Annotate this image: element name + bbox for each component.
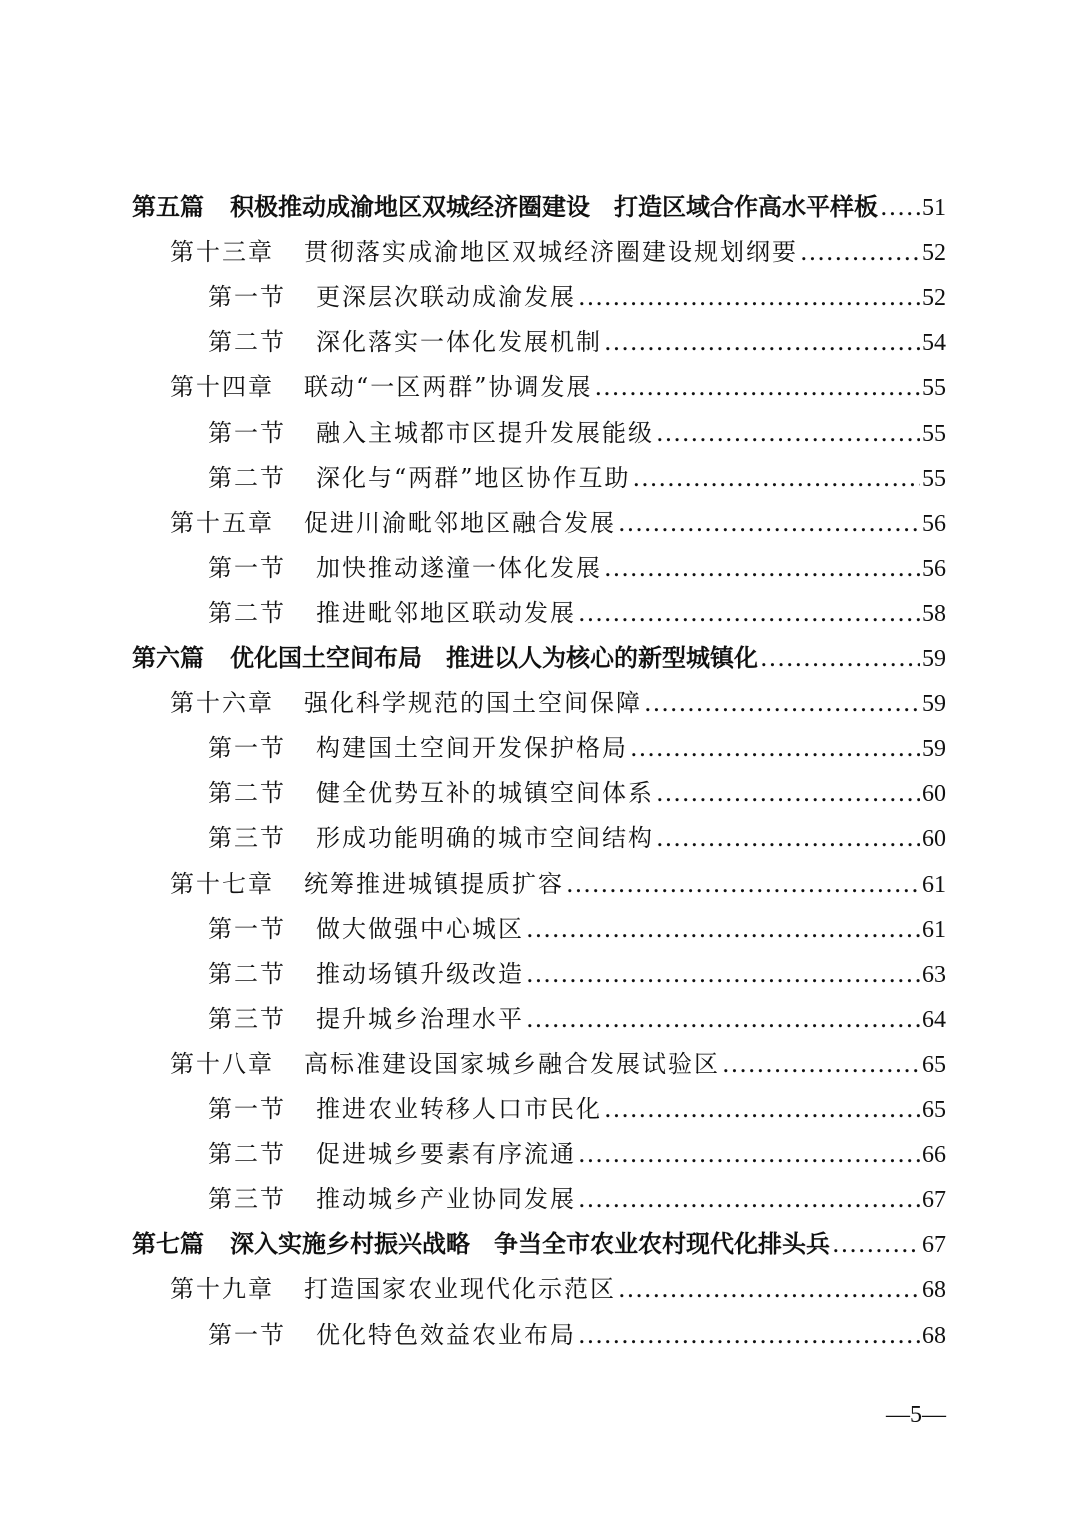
toc-entry-page-number: 55: [922, 421, 946, 447]
toc-entry-title: 推动城乡产业协同发展: [316, 1185, 576, 1213]
dot-leader: [644, 686, 920, 720]
toc-entry-label: 第十四章: [170, 373, 274, 401]
toc-entry-title: 贯彻落实成渝地区双城经济圈建设规划纲要: [304, 238, 798, 266]
toc-entry-page-number: 52: [922, 285, 946, 311]
toc-entry-title: 形成功能明确的城市空间结构: [316, 824, 654, 852]
toc-section-entry[interactable]: [208, 551, 946, 585]
toc-section-entry[interactable]: [208, 1182, 946, 1216]
toc-section-entry[interactable]: [208, 1002, 946, 1036]
dot-leader: [832, 1227, 920, 1261]
toc-entry-label: 第三节: [208, 1005, 286, 1033]
toc-entry-label: 第三节: [208, 824, 286, 852]
toc-entry-label: 第二节: [208, 328, 286, 356]
toc-entry-title: 促进川渝毗邻地区融合发展: [304, 509, 616, 537]
toc-entry-page-number: 55: [922, 466, 946, 492]
toc-section-entry[interactable]: [208, 1092, 946, 1126]
toc-entry-title: 融入主城都市区提升发展能级: [316, 419, 654, 447]
toc-entry-page-number: 60: [922, 781, 946, 807]
dot-leader: [578, 596, 920, 630]
toc-entry-page-number: 68: [922, 1277, 946, 1303]
toc-entry-title: 促进城乡要素有序流通: [316, 1140, 576, 1168]
toc-entry-label: 第二节: [208, 1140, 286, 1168]
toc-entry-title: 深化与“两群”地区协作互助: [316, 464, 631, 492]
toc-chapter-entry[interactable]: [170, 1047, 946, 1081]
toc-entry-label: 第一节: [208, 283, 286, 311]
dot-leader: [656, 776, 920, 810]
toc-entry-title: 提升城乡治理水平: [316, 1005, 524, 1033]
dot-leader: [604, 325, 920, 359]
dot-leader: [880, 190, 920, 224]
toc-entry-title: 高标准建设国家城乡融合发展试验区: [304, 1050, 720, 1078]
toc-entry-page-number: 67: [922, 1187, 946, 1213]
toc-entry-page-number: 59: [922, 691, 946, 717]
toc-chapter-entry[interactable]: [170, 867, 946, 901]
toc-entry-page-number: 54: [922, 330, 946, 356]
dot-leader: [656, 416, 920, 450]
toc-entry-title: 统筹推进城镇提质扩容: [304, 870, 564, 898]
toc-entry-title: 加快推动遂潼一体化发展: [316, 554, 602, 582]
toc-entry-page-number: 65: [922, 1052, 946, 1078]
toc-entry-page-number: 65: [922, 1097, 946, 1123]
toc-section-entry[interactable]: [208, 776, 946, 810]
dot-leader: [630, 731, 920, 765]
toc-part-entry[interactable]: [132, 1227, 946, 1261]
toc-entry-title: 做大做强中心城区: [316, 915, 524, 943]
dot-leader: [578, 1137, 920, 1171]
dot-leader: [604, 1092, 920, 1126]
toc-entry-label: 第一节: [208, 554, 286, 582]
toc-chapter-entry[interactable]: [170, 506, 946, 540]
toc-entry-label: 第一节: [208, 1095, 286, 1123]
toc-chapter-entry[interactable]: [170, 686, 946, 720]
toc-section-entry[interactable]: [208, 1318, 946, 1352]
dot-leader: [800, 235, 920, 269]
toc-entry-page-number: 60: [922, 826, 946, 852]
toc-entry-label: 第十三章: [170, 238, 274, 266]
dot-leader: [578, 280, 920, 314]
toc-entry-label: 第一节: [208, 915, 286, 943]
dot-leader: [604, 551, 920, 585]
dot-leader: [618, 506, 920, 540]
toc-entry-page-number: 61: [922, 917, 946, 943]
dot-leader: [595, 370, 920, 404]
toc-entry-label: 第二节: [208, 464, 286, 492]
toc-entry-title: 强化科学规范的国土空间保障: [304, 689, 642, 717]
toc-entry-label: 第一节: [208, 1321, 286, 1349]
toc-chapter-entry[interactable]: [170, 1272, 946, 1306]
toc-entry-title: 深入实施乡村振兴战略 争当全市农业农村现代化排头兵: [230, 1230, 830, 1258]
toc-entry-label: 第十九章: [170, 1275, 274, 1303]
toc-entry-label: 第十五章: [170, 509, 274, 537]
toc-entry-label: 第一节: [208, 734, 286, 762]
toc-section-entry[interactable]: [208, 280, 946, 314]
toc-entry-label: 第十八章: [170, 1050, 274, 1078]
toc-entry-label: 第六篇: [132, 644, 204, 672]
toc-section-entry[interactable]: [208, 731, 946, 765]
toc-entry-page-number: 67: [922, 1232, 946, 1258]
toc-entry-label: 第十七章: [170, 870, 274, 898]
toc-entry-page-number: 63: [922, 962, 946, 988]
toc-entry-label: 第二节: [208, 599, 286, 627]
toc-entry-page-number: 51: [922, 195, 946, 221]
toc-entry-title: 推进毗邻地区联动发展: [316, 599, 576, 627]
toc-section-entry[interactable]: [208, 821, 946, 855]
toc-entry-page-number: 68: [922, 1323, 946, 1349]
toc-section-entry[interactable]: [208, 912, 946, 946]
toc-entry-label: 第七篇: [132, 1230, 204, 1258]
toc-entry-page-number: 58: [922, 601, 946, 627]
toc-entry-page-number: 59: [922, 646, 946, 672]
toc-section-entry[interactable]: [208, 1137, 946, 1171]
toc-entry-title: 健全优势互补的城镇空间体系: [316, 779, 654, 807]
dot-leader: [526, 1002, 920, 1036]
dot-leader: [633, 461, 920, 495]
toc-part-entry[interactable]: [132, 190, 946, 224]
toc-entry-title: 推动场镇升级改造: [316, 960, 524, 988]
toc-entry-label: 第一节: [208, 419, 286, 447]
dot-leader: [566, 867, 920, 901]
toc-section-entry[interactable]: [208, 461, 946, 495]
toc-entry-label: 第三节: [208, 1185, 286, 1213]
toc-entry-page-number: 56: [922, 556, 946, 582]
toc-entry-page-number: 66: [922, 1142, 946, 1168]
dot-leader: [618, 1272, 920, 1306]
toc-section-entry[interactable]: [208, 596, 946, 630]
toc-entry-title: 构建国土空间开发保护格局: [316, 734, 628, 762]
dot-leader: [526, 912, 920, 946]
dot-leader: [578, 1182, 920, 1216]
toc-entry-title: 优化国土空间布局 推进以人为核心的新型城镇化: [230, 644, 758, 672]
toc-entry-page-number: 64: [922, 1007, 946, 1033]
toc-entry-title: 积极推动成渝地区双城经济圈建设 打造区域合作高水平样板: [230, 193, 878, 221]
toc-entry-page-number: 59: [922, 736, 946, 762]
toc-chapter-entry[interactable]: [170, 370, 946, 404]
page-number: —5—: [886, 1402, 946, 1428]
toc-entry-title: 打造国家农业现代化示范区: [304, 1275, 616, 1303]
toc-entry-page-number: 52: [922, 240, 946, 266]
toc-section-entry[interactable]: [208, 416, 946, 450]
dot-leader: [526, 957, 920, 991]
toc-entry-title: 推进农业转移人口市民化: [316, 1095, 602, 1123]
toc-entry-label: 第二节: [208, 779, 286, 807]
dot-leader: [578, 1318, 920, 1352]
toc-entry-title: 优化特色效益农业布局: [316, 1321, 576, 1349]
toc-entry-title: 更深层次联动成渝发展: [316, 283, 576, 311]
dot-leader: [760, 641, 920, 675]
toc-section-entry[interactable]: [208, 957, 946, 991]
toc-section-entry[interactable]: [208, 325, 946, 359]
toc-chapter-entry[interactable]: [170, 235, 946, 269]
toc-entry-title: 深化落实一体化发展机制: [316, 328, 602, 356]
toc-entry-page-number: 56: [922, 511, 946, 537]
toc-entry-label: 第五篇: [132, 193, 204, 221]
toc-entry-page-number: 55: [922, 375, 946, 401]
toc-entry-label: 第十六章: [170, 689, 274, 717]
toc-entry-label: 第二节: [208, 960, 286, 988]
toc-entry-title: 联动“一区两群”协调发展: [304, 373, 593, 401]
toc-entry-page-number: 61: [922, 872, 946, 898]
dot-leader: [722, 1047, 920, 1081]
toc-part-entry[interactable]: [132, 641, 946, 675]
dot-leader: [656, 821, 920, 855]
